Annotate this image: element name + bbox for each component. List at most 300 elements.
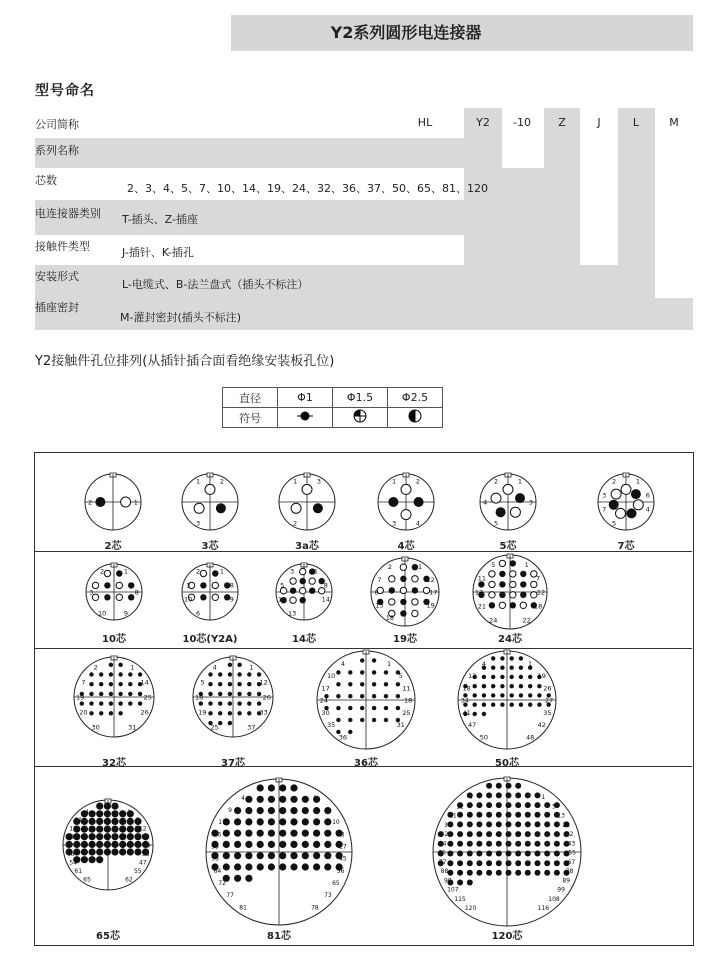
- pin-contact: [228, 701, 232, 705]
- pin-number-label: 22: [522, 616, 531, 625]
- pin-contact: [257, 852, 264, 859]
- pin-contact: [290, 830, 297, 837]
- diagram-caption: 120芯: [491, 931, 523, 942]
- pin-contact: [506, 851, 512, 857]
- pin-number-label: 6: [645, 491, 650, 500]
- pin-contact: [476, 860, 482, 866]
- pin-contact: [324, 863, 331, 870]
- pin-number-label: 4: [212, 663, 217, 672]
- row-value-cores: 2、3、4、5、7、10、14、19、24、32、36、37、50、65、81、120: [127, 182, 488, 195]
- pin-contact: [200, 594, 206, 600]
- pin-contact: [89, 672, 93, 676]
- pin-contact: [300, 597, 306, 603]
- pin-contact: [81, 826, 88, 833]
- pin-number-label: 17: [429, 588, 438, 597]
- pin-contact: [528, 684, 532, 688]
- pin-number-label: 27: [339, 843, 347, 851]
- pin-contact: [372, 682, 376, 686]
- pin-contact: [234, 863, 241, 870]
- quarter-dot-icon: [352, 408, 368, 424]
- pin-contact: [138, 692, 142, 696]
- pin-number-label: 1: [528, 659, 533, 668]
- pin-contact: [627, 508, 637, 518]
- pin-contact: [228, 711, 232, 715]
- pin-contact: [510, 703, 514, 707]
- pin-number-label: 56: [336, 867, 345, 875]
- pin-contact: [447, 841, 453, 847]
- pin-contact: [111, 841, 118, 848]
- pin-contact: [535, 860, 541, 866]
- pin-contact: [245, 796, 252, 803]
- pin-contact: [118, 711, 122, 715]
- row-value-type: T-插头、Z-插座: [122, 213, 198, 226]
- pin-contact: [486, 802, 492, 808]
- pin-contact: [336, 670, 340, 674]
- pin-contact: [104, 833, 111, 840]
- pin-number-label: 5: [494, 519, 499, 528]
- diagram-c10a: [176, 558, 244, 626]
- pin-number-label: 20: [79, 708, 88, 717]
- pin-contact: [496, 841, 502, 847]
- pin-number-label: 19: [69, 825, 78, 833]
- pin-contact: [290, 796, 297, 803]
- pin-contact: [268, 784, 275, 791]
- pin-contact: [496, 783, 502, 789]
- pin-contact: [499, 602, 505, 608]
- pin-number-label: 50: [479, 733, 489, 742]
- pin-number-label: 7: [377, 575, 382, 584]
- diagram-c36: [311, 645, 421, 755]
- pin-contact: [520, 592, 526, 598]
- pin-contact: [360, 706, 364, 710]
- pin-contact: [268, 807, 275, 814]
- pin-contact: [482, 675, 486, 679]
- pin-number-label: 4: [241, 794, 246, 802]
- pin-contact: [247, 692, 251, 696]
- pin-number-label: 46: [66, 850, 75, 858]
- pin-contact: [520, 602, 526, 608]
- pin-number-label: 1: [392, 477, 397, 486]
- pin-number-label: 1: [313, 567, 318, 576]
- pin-contact: [81, 856, 88, 863]
- pin-contact: [499, 571, 505, 577]
- pin-number-label: 3: [186, 581, 191, 590]
- pin-contact: [535, 802, 541, 808]
- pin-contact: [554, 831, 560, 837]
- pin-contact: [104, 848, 111, 855]
- pin-contact: [467, 812, 473, 818]
- pin-contact: [360, 658, 364, 662]
- pin-contact: [525, 851, 531, 857]
- pin-number-label: 108: [548, 895, 560, 903]
- pin-number-label: 77: [438, 858, 447, 866]
- pin-contact: [128, 582, 134, 588]
- pin-number-label: 5: [552, 803, 556, 811]
- pin-contact: [525, 821, 531, 827]
- pin-contact: [268, 830, 275, 837]
- pin-number-label: 7: [536, 574, 541, 583]
- pin-number-label: 17: [218, 819, 226, 827]
- pin-number-label: 28: [66, 834, 75, 842]
- pin-contact: [268, 863, 275, 870]
- pin-contact: [491, 675, 495, 679]
- pin-number-label: 62: [125, 876, 133, 884]
- pin-contact: [109, 682, 113, 686]
- pin-contact: [96, 810, 103, 817]
- pin-number-label: 5: [325, 806, 330, 814]
- pin-number-label: 22: [562, 821, 571, 829]
- legend-header: 直径: [223, 388, 278, 408]
- diagram-c3: [176, 468, 244, 536]
- pin-contact: [290, 863, 297, 870]
- pin-number-label: 12: [468, 672, 477, 680]
- row-value-contact: J-插针、K-插孔: [122, 246, 194, 259]
- row-label-type: 电连接器类别: [35, 207, 101, 220]
- pin-contact: [81, 833, 88, 840]
- legend-size-1: Φ1: [278, 388, 333, 408]
- pin-contact: [457, 880, 463, 886]
- pin-number-label: 12: [536, 588, 546, 597]
- pin-contact: [506, 870, 512, 876]
- pin-number-label: 115: [454, 895, 466, 903]
- pin-contact: [486, 783, 492, 789]
- pin-contact: [525, 802, 531, 808]
- pin-contact: [228, 663, 232, 667]
- diagram-c14: [270, 558, 338, 626]
- pin-contact: [496, 792, 502, 798]
- pin-contact: [300, 578, 306, 584]
- pin-number-label: 2: [100, 567, 105, 576]
- pin-contact: [500, 666, 504, 670]
- pin-contact: [237, 663, 241, 667]
- pin-contact: [96, 856, 103, 863]
- code-pins: -10: [513, 116, 531, 129]
- pin-contact: [510, 571, 516, 577]
- row-label-series: 系列名称: [35, 144, 79, 157]
- pin-contact: [234, 852, 241, 859]
- code-l: L: [632, 116, 640, 129]
- pin-contact: [384, 670, 388, 674]
- code-j: J: [597, 116, 601, 129]
- bar-series: [35, 138, 502, 168]
- pin-number-label: 27: [544, 696, 554, 705]
- pin-contact: [99, 711, 103, 715]
- pin-number-label: 4: [645, 505, 650, 514]
- pin-number-label: 9: [229, 595, 234, 604]
- pin-contact: [309, 578, 315, 584]
- pin-number-label: 12: [278, 595, 287, 604]
- pin-contact: [412, 587, 418, 593]
- pin-number-label: 10: [184, 595, 193, 604]
- pin-number-label: 3: [89, 588, 94, 597]
- pin-number-label: 4: [483, 498, 488, 507]
- pin-number-label: 14: [140, 678, 149, 687]
- pin-contact: [499, 560, 505, 566]
- pin-contact: [491, 693, 495, 697]
- pin-contact: [257, 692, 261, 696]
- pin-number-label: 64: [213, 867, 222, 875]
- pin-number-label: 5: [612, 519, 617, 528]
- pin-contact: [96, 818, 103, 825]
- pin-contact: [467, 802, 473, 808]
- pin-number-label: 18: [462, 684, 471, 693]
- pin-number-label: 13: [557, 812, 565, 820]
- pin-contact: [99, 692, 103, 696]
- solid-dot-icon: [297, 408, 313, 424]
- pin-number-label: 78: [565, 868, 574, 875]
- pin-contact: [412, 576, 418, 582]
- pin-number-label: 24: [319, 696, 329, 705]
- pin-contact: [116, 570, 122, 576]
- pin-contact: [218, 682, 222, 686]
- pin-contact: [476, 792, 482, 798]
- pin-contact: [228, 672, 232, 676]
- pin-number-label: 19: [426, 601, 435, 610]
- pin-contact: [467, 860, 473, 866]
- pin-contact: [290, 588, 296, 594]
- diagram-c10: [80, 558, 148, 626]
- diagram-caption: 32芯: [102, 758, 126, 769]
- pin-number-label: 17: [474, 588, 484, 597]
- pin-contact: [245, 807, 252, 814]
- pin-contact: [510, 675, 514, 679]
- pin-contact: [245, 830, 252, 837]
- pin-number-label: 33: [259, 708, 268, 717]
- pin-contact: [111, 826, 118, 833]
- pin-contact: [234, 818, 241, 825]
- pin-contact: [89, 692, 93, 696]
- pin-number-label: 3: [392, 519, 397, 528]
- pin-contact: [535, 851, 541, 857]
- pin-contact: [491, 666, 495, 670]
- pin-contact: [520, 581, 526, 587]
- code-y2: Y2: [476, 116, 490, 129]
- pin-number-label: 31: [396, 721, 405, 729]
- pin-contact: [400, 564, 406, 570]
- pin-contact: [208, 682, 212, 686]
- pin-contact: [234, 841, 241, 848]
- pin-contact: [412, 599, 418, 605]
- pin-contact: [268, 796, 275, 803]
- pin-contact: [491, 493, 501, 503]
- pin-contact: [247, 701, 251, 705]
- pin-contact: [200, 582, 206, 588]
- pin-contact: [554, 841, 560, 847]
- section-heading-layout: Y2接触件孔位排列(从插针插合面看绝缘安装板孔位): [35, 354, 335, 369]
- pin-number-label: 4: [468, 794, 473, 801]
- pin-contact: [138, 672, 142, 676]
- gap-col-m: [655, 108, 693, 330]
- pin-contact: [486, 821, 492, 827]
- pin-contact: [302, 818, 309, 825]
- pin-contact: [268, 852, 275, 859]
- diagram-c19: [365, 552, 445, 632]
- pin-contact: [118, 692, 122, 696]
- pin-contact: [414, 497, 424, 507]
- pin-contact: [489, 592, 495, 598]
- pin-contact: [223, 863, 230, 870]
- pin-contact: [457, 812, 463, 818]
- pin-contact: [223, 830, 230, 837]
- pin-contact: [336, 718, 340, 722]
- pin-contact: [535, 792, 541, 798]
- pin-number-label: 3: [290, 567, 295, 576]
- pin-contact: [412, 610, 418, 616]
- pin-number-label: 2: [387, 563, 392, 571]
- pin-contact: [200, 570, 206, 576]
- pin-contact: [491, 656, 495, 660]
- pin-contact: [128, 594, 134, 600]
- pin-number-label: 20: [141, 834, 150, 842]
- pin-contact: [491, 703, 495, 707]
- pin-contact: [279, 830, 286, 837]
- diagram-c3a: [273, 468, 341, 536]
- pin-contact: [506, 792, 512, 798]
- row-value-seal: M-灌封密封(插头不标注): [120, 311, 242, 324]
- pin-number-label: 120: [464, 905, 477, 912]
- pin-contact: [500, 656, 504, 660]
- pin-number-label: 54: [438, 840, 447, 848]
- pin-contact: [324, 830, 331, 837]
- pin-number-label: 55: [568, 849, 576, 857]
- pin-contact: [127, 826, 134, 833]
- pin-number-label: 25: [143, 693, 152, 702]
- pin-contact: [99, 672, 103, 676]
- pin-contact: [486, 831, 492, 837]
- pin-number-label: 17: [321, 684, 330, 693]
- pin-contact: [360, 682, 364, 686]
- pin-number-label: 7: [81, 678, 86, 687]
- pin-contact: [457, 860, 463, 866]
- pin-contact: [208, 711, 212, 715]
- diagram-caption: 7芯: [617, 541, 635, 552]
- pin-contact: [128, 692, 132, 696]
- pin-contact: [313, 503, 323, 513]
- pin-contact: [268, 841, 275, 848]
- pin-number-label: 1: [524, 560, 529, 569]
- pin-number-label: 26: [140, 708, 149, 717]
- diagram-c4: [372, 468, 440, 536]
- pin-contact: [457, 851, 463, 857]
- pin-contact: [506, 821, 512, 827]
- pin-contact: [81, 848, 88, 855]
- diagram-caption: 36芯: [354, 758, 378, 769]
- pin-contact: [486, 851, 492, 857]
- pin-contact: [89, 826, 96, 833]
- pin-contact: [118, 701, 122, 705]
- pin-contact: [99, 701, 103, 705]
- pin-contact: [476, 821, 482, 827]
- pin-contact: [119, 826, 126, 833]
- pin-contact: [457, 841, 463, 847]
- pin-contact: [457, 870, 463, 876]
- pin-contact: [384, 718, 388, 722]
- pin-contact: [279, 852, 286, 859]
- pin-number-label: 18: [336, 831, 345, 839]
- pin-number-label: 35: [543, 708, 552, 717]
- pin-number-label: 1: [196, 477, 201, 486]
- pin-contact: [496, 812, 502, 818]
- pin-number-label: 65: [332, 879, 340, 887]
- diagram-c32: [68, 651, 160, 743]
- pin-number-label: 81: [239, 904, 247, 912]
- pin-number-label: 99: [557, 886, 565, 894]
- pin-contact: [324, 841, 331, 848]
- pin-number-label: 5: [398, 672, 403, 680]
- pin-contact: [500, 693, 504, 697]
- pin-number-label: 13: [287, 609, 297, 618]
- pin-number-label: 55: [133, 867, 142, 875]
- diagram-c37: [187, 651, 279, 743]
- pin-contact: [80, 701, 84, 705]
- pin-contact: [257, 672, 261, 676]
- pin-contact: [237, 692, 241, 696]
- pin-number-label: 107: [447, 886, 459, 894]
- pin-number-label: 35: [327, 721, 336, 729]
- pin-contact: [535, 841, 541, 847]
- pin-contact: [496, 802, 502, 808]
- pin-contact: [467, 880, 473, 886]
- pin-contact: [290, 807, 297, 814]
- pin-contact: [348, 718, 352, 722]
- pin-number-label: 4: [340, 659, 345, 668]
- pin-contact: [486, 841, 492, 847]
- pin-contact: [290, 818, 297, 825]
- pin-contact: [116, 594, 122, 600]
- pin-number-label: 89: [562, 877, 571, 885]
- pin-contact: [447, 860, 453, 866]
- pin-contact: [96, 833, 103, 840]
- pin-contact: [500, 684, 504, 688]
- pin-contact: [476, 851, 482, 857]
- pin-number-label: 26: [213, 831, 222, 839]
- pin-number-label: 12: [456, 803, 464, 811]
- pin-contact: [496, 507, 506, 517]
- pin-contact: [116, 582, 122, 588]
- pin-contact: [257, 784, 264, 791]
- pin-contact: [476, 841, 482, 847]
- pin-number-label: 35: [211, 843, 219, 851]
- pin-contact: [544, 851, 550, 857]
- diagram-caption: 37芯: [221, 758, 245, 769]
- pin-number-label: 65: [83, 876, 91, 884]
- pin-contact: [515, 851, 521, 857]
- pin-contact: [535, 831, 541, 837]
- pin-contact: [515, 493, 525, 503]
- pin-contact: [228, 692, 232, 696]
- pin-contact: [237, 682, 241, 686]
- pin-contact: [486, 792, 492, 798]
- pin-number-label: 3: [602, 491, 607, 500]
- pin-contact: [611, 489, 621, 499]
- pin-number-label: 72: [218, 879, 226, 887]
- pin-contact: [245, 841, 252, 848]
- pin-contact: [109, 692, 113, 696]
- pin-number-label: 10: [332, 819, 340, 827]
- pin-contact: [482, 712, 486, 716]
- pin-contact: [245, 875, 252, 882]
- pin-contact: [96, 848, 103, 855]
- pin-contact: [457, 831, 463, 837]
- pin-contact: [89, 818, 96, 825]
- pin-contact: [510, 684, 514, 688]
- pin-contact: [302, 841, 309, 848]
- pin-contact: [208, 672, 212, 676]
- pin-contact: [119, 833, 126, 840]
- pin-contact: [111, 848, 118, 855]
- pin-number-label: 25: [402, 708, 411, 717]
- pin-number-label: 21: [477, 602, 487, 611]
